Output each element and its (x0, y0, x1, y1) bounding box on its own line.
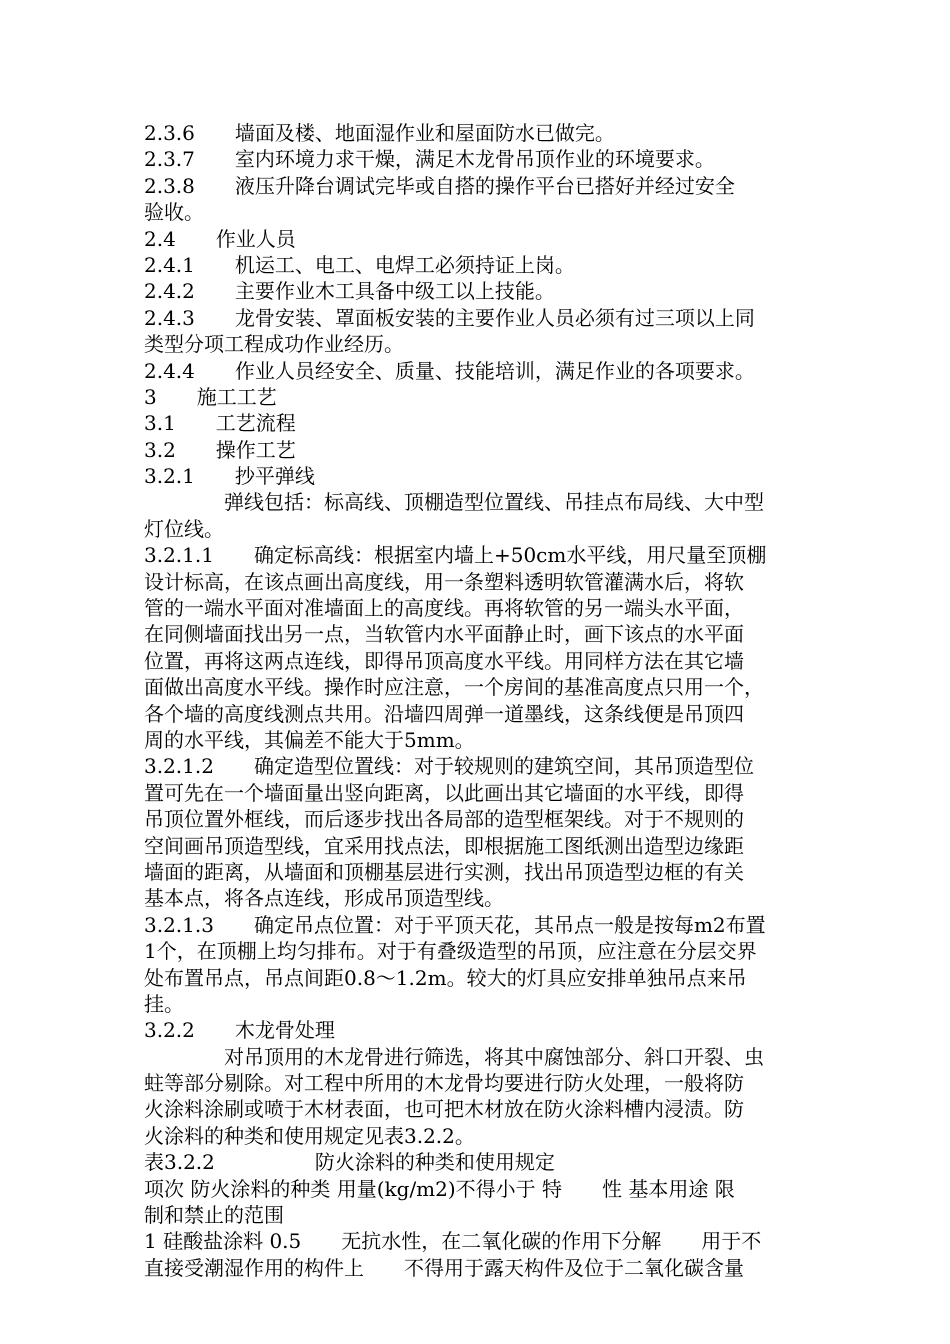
text-line: 类型分项工程成功作业经历。 (144, 332, 404, 357)
section-heading: 2.4 作业人员 (144, 226, 296, 251)
text-line: 2.4.3 龙骨安装、罩面板安装的主要作业人员必须有过三项以上同 (144, 305, 755, 330)
text-line: 火涂料涂刷或喷于木材表面，也可把木材放在防火涂料槽内浸渍。防 (144, 1097, 744, 1122)
text-line: 蛀等部分剔除。对工程中所用的木龙骨均要进行防火处理，一般将防 (144, 1071, 744, 1096)
section-heading: 3.1 工艺流程 (144, 411, 296, 436)
text-line: 2.3.7 室内环境力求干燥，满足木龙骨吊顶作业的环境要求。 (144, 147, 715, 172)
text-line: 基本点，将各点连线，形成吊顶造型线。 (144, 886, 504, 911)
table-header-line: 项次 防火涂料的种类 用量(kg/m2)不得小于 特 性 基本用途 限 (144, 1176, 735, 1201)
text-line: 面做出高度水平线。操作时应注意，一个房间的基准高度点只用一个， (144, 675, 764, 700)
text-line: 2.3.8 液压升降台调试完毕或自搭的操作平台已搭好并经过安全 (144, 173, 735, 198)
text-line: 吊顶位置外框线，而后逐步找出各局部的造型框架线。对于不规则的 (144, 807, 744, 832)
text-line: 墙面的距离，从墙面和顶棚基层进行实测，找出吊顶造型边框的有关 (144, 859, 744, 884)
text-line: 灯位线。 (144, 516, 224, 541)
text-line: 各个墙的高度线测点共用。沿墙四周弹一道墨线，这条线便是吊顶四 (144, 701, 744, 726)
text-line: 弹线包括：标高线、顶棚造型位置线、吊挂点布局线、大中型 (144, 490, 764, 515)
text-line: 3.2.1.3 确定吊点位置：对于平顶天花，其吊点一般是按每m2布置 (144, 912, 766, 937)
table-caption: 表3.2.2 防火涂料的种类和使用规定 (144, 1150, 555, 1175)
text-line: 挂。 (144, 991, 184, 1016)
text-line: 管的一端水平面对准墙面上的高度线。再将软管的另一端头水平面， (144, 596, 744, 621)
text-line: 空间画吊顶造型线，宜采用找点法，即根据施工图纸测出造型边缘距 (144, 833, 744, 858)
text-line: 火涂料的种类和使用规定见表3.2.2。 (144, 1123, 475, 1148)
section-heading: 3 施工工艺 (144, 384, 277, 409)
text-line: 2.4.1 机运工、电工、电焊工必须持证上岗。 (144, 252, 575, 277)
text-line: 设计标高，在该点画出高度线，用一条塑料透明软管灌满水后，将软 (144, 569, 744, 594)
text-line: 位置，再将这两点连线，即得吊顶高度水平线。用同样方法在其它墙 (144, 648, 744, 673)
text-line: 3.2.1.2 确定造型位置线：对于较规则的建筑空间，其吊顶造型位 (144, 754, 754, 779)
text-line: 验收。 (144, 200, 204, 225)
table-row-line: 1 硅酸盐涂料 0.5 无抗水性，在二氧化碳的作用下分解 用于不 (144, 1229, 762, 1254)
text-line: 2.4.2 主要作业木工具备中级工以上技能。 (144, 279, 555, 304)
text-line: 对吊顶用的木龙骨进行筛选，将其中腐蚀部分、斜口开裂、虫 (144, 1044, 764, 1069)
text-line: 周的水平线，其偏差不能大于5mm。 (144, 727, 475, 752)
table-row-line: 直接受潮湿作用的构件上 不得用于露天构件及位于二氧化碳含量 (144, 1255, 744, 1280)
section-heading: 3.2.2 木龙骨处理 (144, 1018, 335, 1043)
text-line: 1个，在顶棚上均匀排布。对于有叠级造型的吊顶，应注意在分层交界 (144, 939, 757, 964)
text-line: 置可先在一个墙面量出竖向距离，以此画出其它墙面的水平线，即得 (144, 780, 744, 805)
document-body (144, 120, 814, 1281)
text-line: 2.4.4 作业人员经安全、质量、技能培训，满足作业的各项要求。 (144, 358, 755, 383)
text-line: 处布置吊点，吊点间距0.8～1.2m。较大的灯具应安排单独吊点来吊 (144, 965, 747, 990)
text-line: 在同侧墙面找出另一点，当软管内水平面静止时，画下该点的水平面 (144, 622, 744, 647)
table-header-line: 制和禁止的范围 (144, 1203, 284, 1228)
section-heading: 3.2 操作工艺 (144, 437, 296, 462)
text-line: 3.2.1.1 确定标高线：根据室内墙上+50cm水平线，用尺量至顶棚 (144, 543, 767, 568)
section-heading: 3.2.1 抄平弹线 (144, 464, 315, 489)
text-line: 2.3.6 墙面及楼、地面湿作业和屋面防水已做完。 (144, 121, 615, 145)
